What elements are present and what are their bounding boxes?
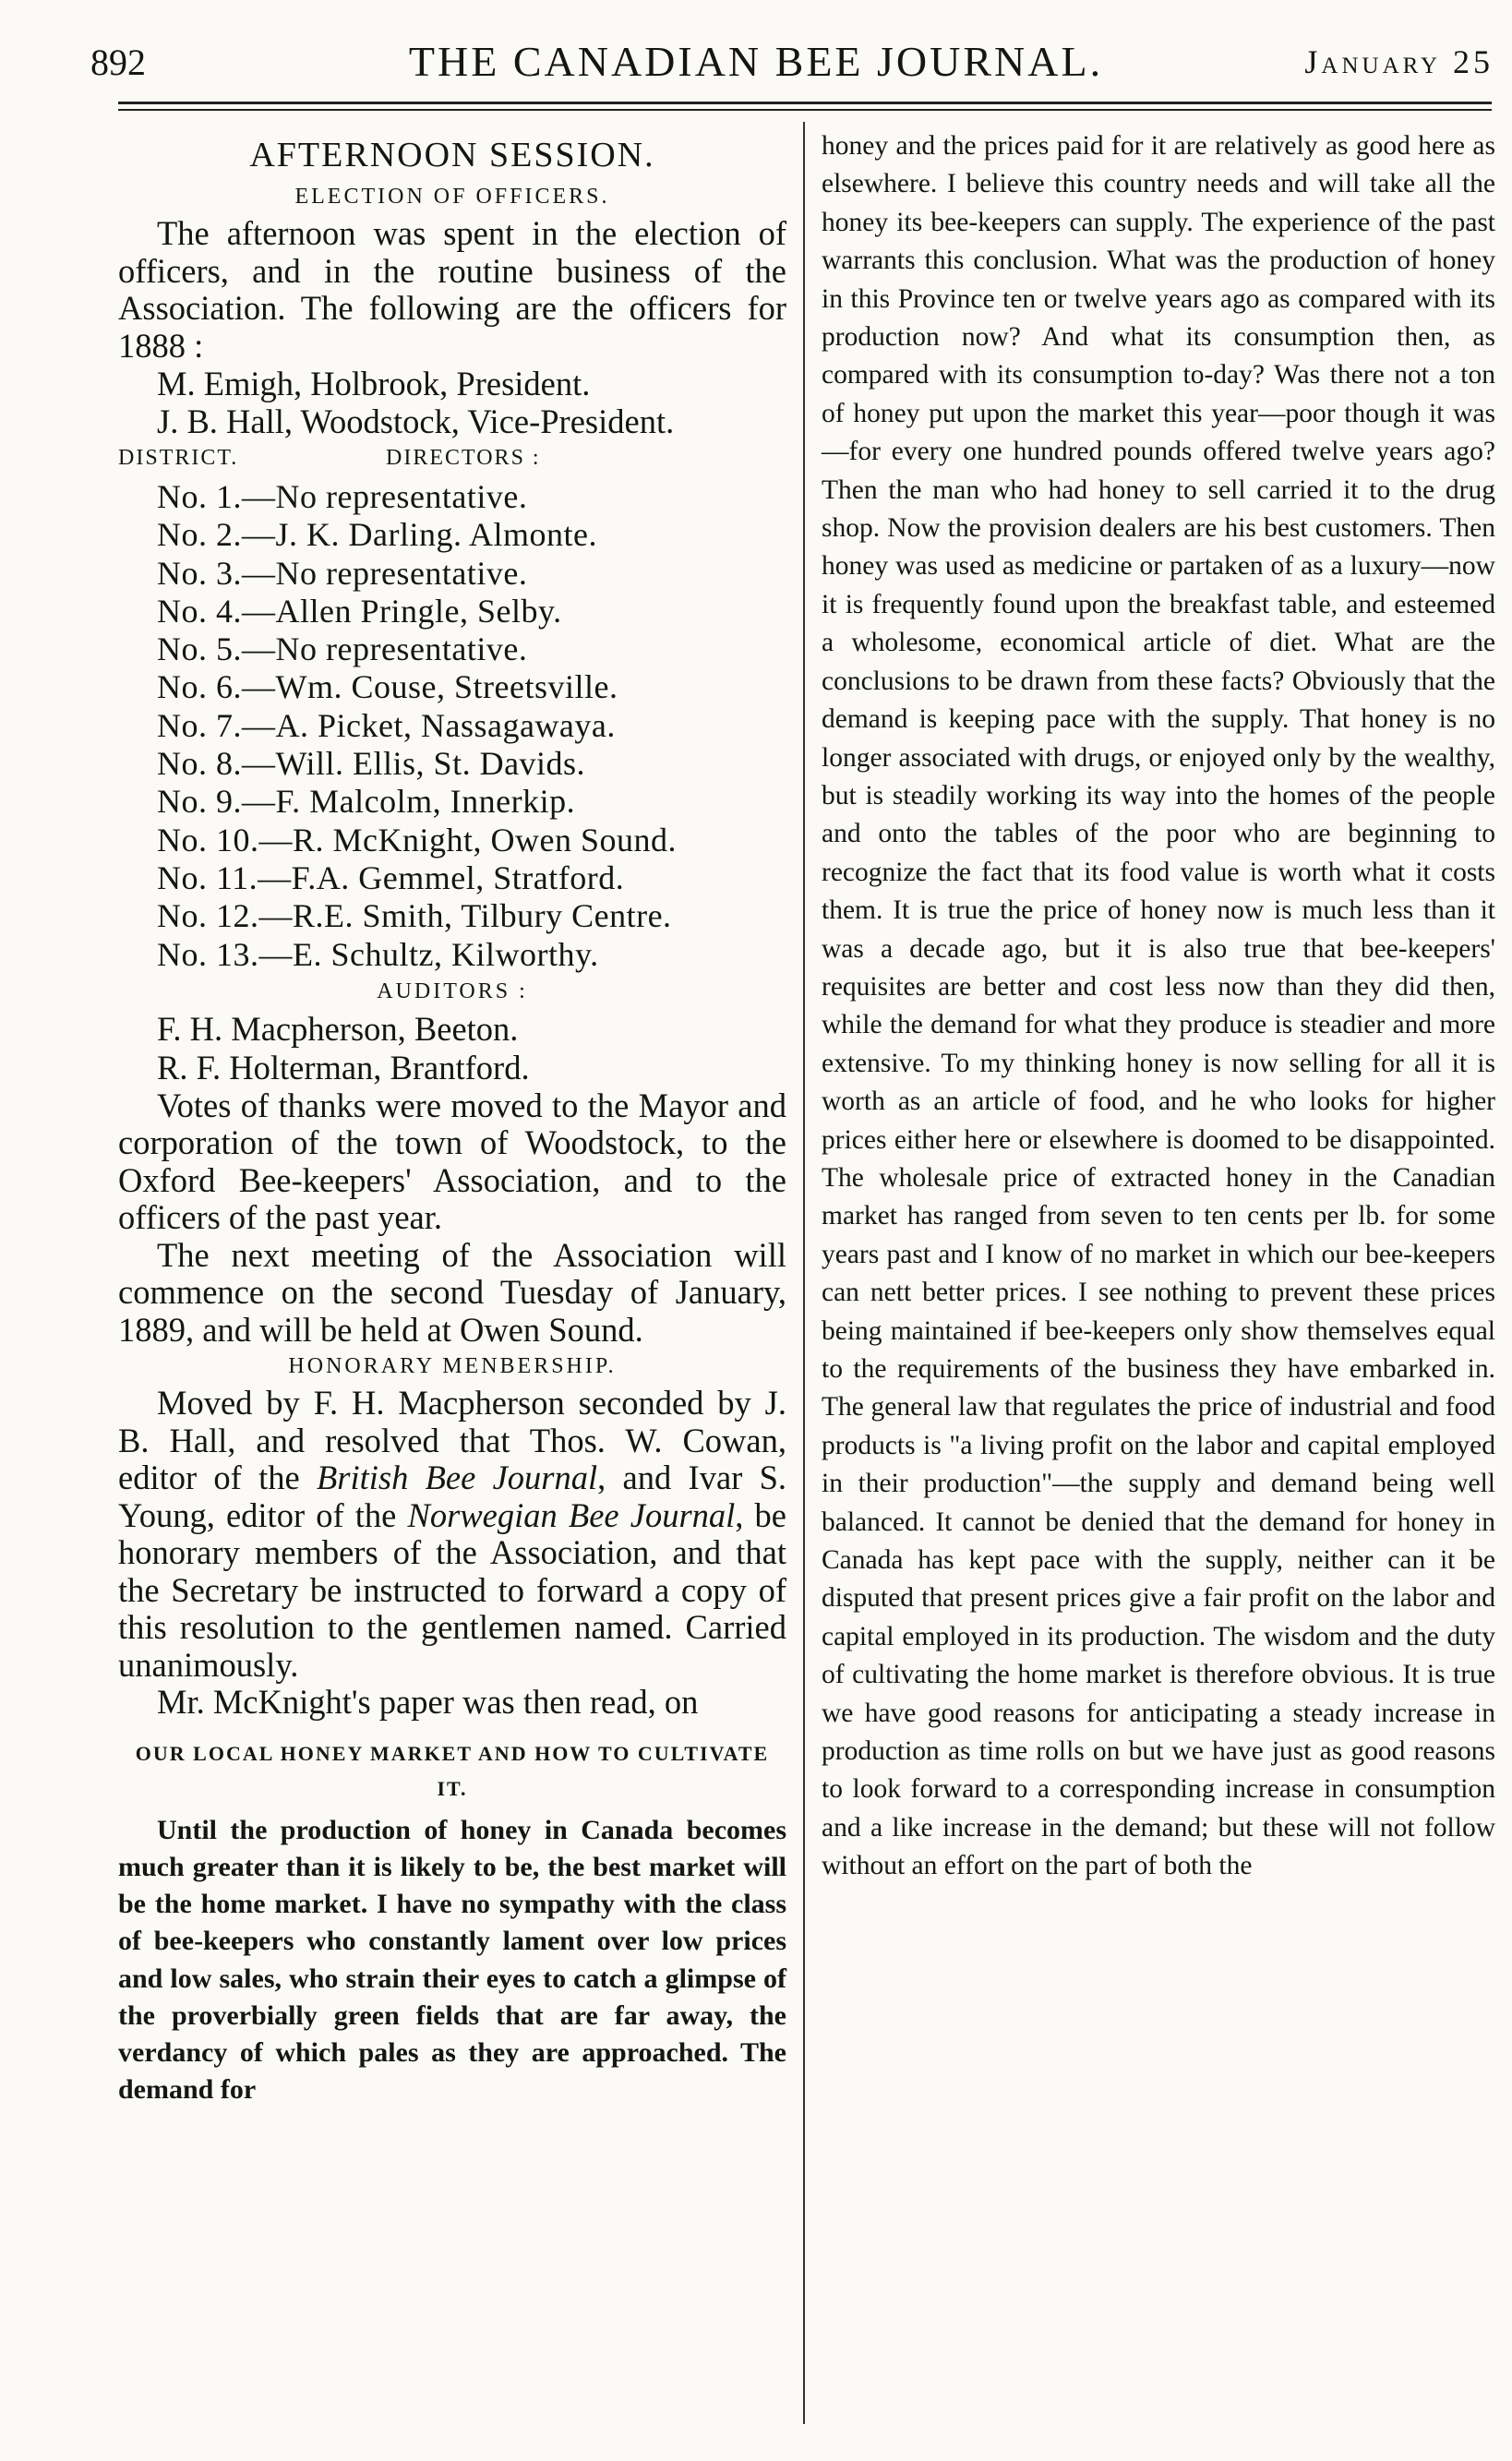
director-item: No. 10.—R. McKnight, Owen Sound. <box>157 821 677 858</box>
journal-title: THE CANADIAN BEE JOURNAL. <box>408 38 1104 85</box>
director-item: No. 5.—No representative. <box>157 630 528 668</box>
director-item: No. 4.—Allen Pringle, Selby. <box>157 592 562 630</box>
honorary-paragraph <box>118 1385 786 1684</box>
district-label: DISTRICT. <box>118 446 239 470</box>
director-item: No. 1.—No representative. <box>157 478 528 515</box>
vice-president-line: J. B. Hall, Woodstock, Vice-President. <box>157 402 675 440</box>
director-item: No. 7.—A. Picket, Nassagawaya. <box>157 706 616 744</box>
votes-paragraph: Votes of thanks were moved to the Mayor and corporation of the town of Woodstock, to the Oxford Bee-keepers' Association, and to the officers of the past year. <box>118 1086 786 1237</box>
continued-paragraph: honey and the prices paid for it are relatively as good here as elsewhere. I believe this country needs and will take all the honey its bee-keepers can supply. The experience of the past warrants this conclusion. What was the production of honey in this Province ten or twelve years ago as compared with its production now? And what its consumption then, as compared with its consumption to-day? Was there not a ton of honey put upon the market this year—poor though it was—for every one hundred pounds offered twelve years ago? Then the man who had honey to sell carried it to the drug shop. Now the provision dealers are his best customers. Then honey was used as medicine or partaken of as a luxury—now it is frequently found upon the breakfast table, and esteemed a wholesome, economical article of diet. What are the conclusions to be drawn from these facts? Obviously that the demand is keeping pace with the supply. That honey is no longer associated with drugs, or enjoyed only by the wealthy, but is steadily working its way into the homes of the people and onto the tables of the poor who are beginning to recognize the fact that its food value is worth what it costs them. It is true the price of honey now is much less than it was a decade ago, but it is also true that bee-keepers' requisites are better and cost less now than they did then, while the demand for what they produce is steadier and more extensive. To my thinking honey is now selling for all it is worth as an article of food, and he who looks for higher prices either here or elsewhere is doomed to be disappointed. The wholesale price of extracted honey in the Canadian market has ranged from seven to ten cents per lb. for some years past and I know of no market in which our bee-keepers can nett better prices. I see nothing to prevent these prices being maintained if bee-keepers only show themselves equal to the requirements of the business they have embarked in. The general law that regulates the price of industrial and food products is "a living profit on the labor and capital employed in their production"—the supply and demand being well balanced. It cannot be denied that the demand for honey in Canada has kept pace with the supply, neither can it be disputed that present prices give a fair profit on the labor and capital employed in its production. The wisdom and the duty of cultivating the home market is therefore obvious. It is true we have good reasons for anticipating a steady increase in production as time rolls on but we have just as good reasons to look forward to a corresponding increase in consumption and a like increase in the demand; but these will not follow without an effort on the part of both the <box>822 131 1495 1881</box>
right-column <box>822 127 1495 1886</box>
header-rule-bottom <box>118 109 1492 111</box>
left-column <box>118 127 786 2108</box>
director-item: No. 8.—Will. Ellis, St. Davids. <box>157 745 586 783</box>
journal-name: Norwegian Bee Journal <box>407 1495 736 1534</box>
directors-header <box>118 446 786 471</box>
next-meeting-paragraph: The next meeting of the Association will commence on the second Tuesday of January, 1889, and will be held at Owen Sound. <box>118 1235 786 1349</box>
page-header <box>0 0 1512 102</box>
honorary-text: , and Ivar S. Young, editor of the <box>118 1459 786 1534</box>
director-item: No. 13.—E. Schultz, Kilworthy. <box>157 935 599 973</box>
auditor-item: F. H. Macpherson, Beeton. <box>157 1009 519 1048</box>
auditor-item: R. F. Holterman, Brantford. <box>157 1048 530 1086</box>
issue-date: January 25 <box>1304 43 1494 80</box>
session-title: AFTERNOON SESSION. <box>249 136 655 174</box>
paper-intro-paragraph: Until the production of honey in Canada becomes much greater than it is likely to be, the best market will be the home market. I have no sympathy with the class of bee-keepers who constantly lament over low prices and low sales, who strain their eyes to catch a glimpse of the proverbially green fields that are far away, the verdancy of which pales as they are approached. The demand for <box>118 1814 786 2106</box>
director-item: No. 12.—R.E. Smith, Tilbury Centre. <box>157 897 672 935</box>
election-heading: ELECTION OF OFFICERS. <box>294 185 610 209</box>
honorary-text: Moved by F. H. Macpherson seconded by J. B. Hall, and resolved that Thos. W. Cowan, editor of the <box>118 1384 786 1497</box>
honorary-heading: HONORARY MENBERSHIP. <box>288 1354 617 1379</box>
directors-list <box>118 478 786 974</box>
director-item: No. 9.—F. Malcolm, Innerkip. <box>157 783 576 821</box>
director-item: No. 2.—J. K. Darling. Almonte. <box>157 516 597 554</box>
honorary-text: , be honorary members of the Association, and that the Secretary be instructed to forward a copy of this resolution to the gentlemen named. Carried unanimously. <box>118 1495 787 1684</box>
journal-name: British Bee Journal <box>316 1459 598 1497</box>
director-item: No. 6.—Wm. Couse, Streetsville. <box>157 668 618 706</box>
president-line: M. Emigh, Holbrook, President. <box>157 365 591 402</box>
paper-title: OUR LOCAL HONEY MARKET AND HOW TO CULTIVATE IT. <box>135 1741 770 1800</box>
header-rule-top <box>118 102 1492 104</box>
director-item: No. 11.—F.A. Gemmel, Stratford. <box>157 858 625 896</box>
director-item: No. 3.—No representative. <box>157 554 528 592</box>
election-paragraph: The afternoon was spent in the election of officers, and in the routine business of the Association. The following are the officers for 1888 : <box>118 214 786 365</box>
directors-label: DIRECTORS : <box>386 446 541 470</box>
paper-read-paragraph: Mr. McKnight's paper was then read, on <box>157 1683 699 1722</box>
page-number: 892 <box>90 42 146 83</box>
auditors-heading: AUDITORS : <box>377 978 528 1003</box>
column-divider <box>803 122 805 2424</box>
